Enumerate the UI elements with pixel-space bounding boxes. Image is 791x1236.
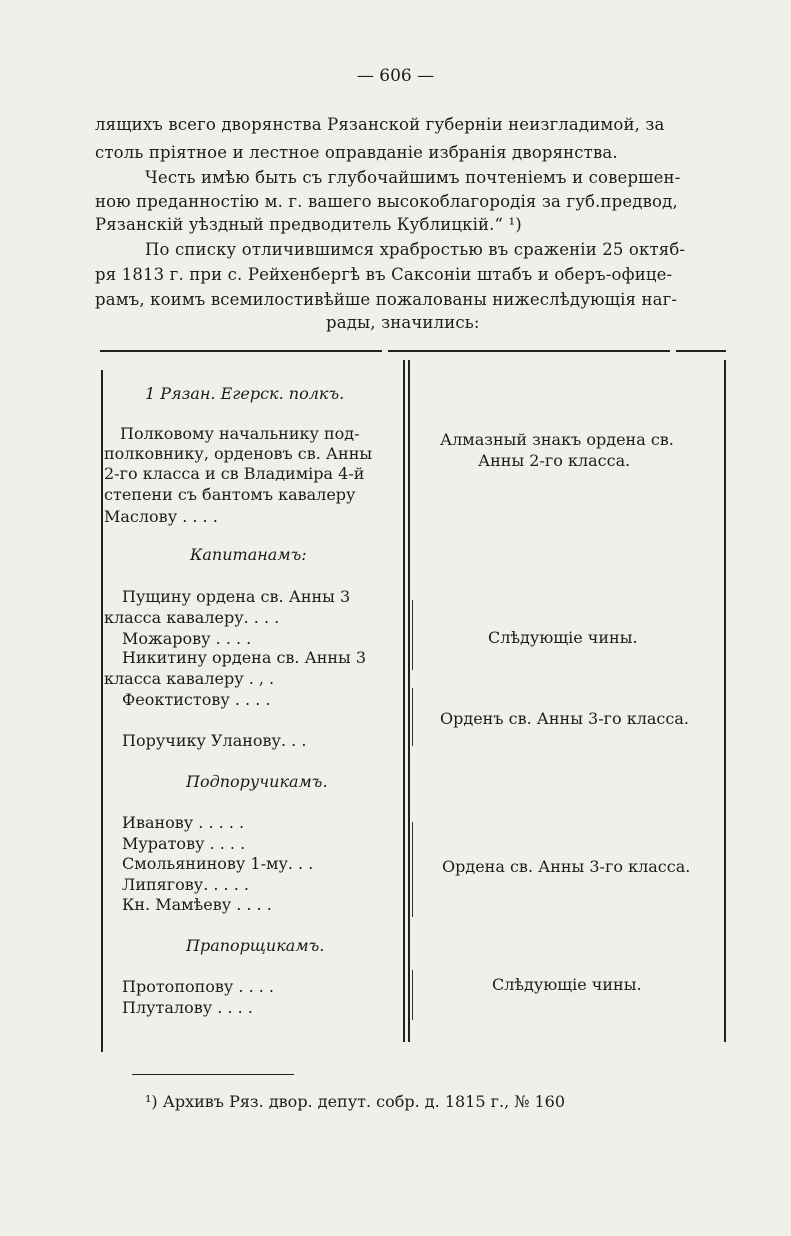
lieutenants-heading: Подпоручикамъ. — [186, 772, 328, 791]
lieutenant-line-2: Муратову . . . . — [122, 834, 246, 853]
captains-heading: Капитанамъ: — [190, 545, 307, 564]
table-top-rule-left — [100, 350, 382, 352]
lieutenants-award: Ордена св. Анны 3-го класса. — [442, 857, 691, 876]
commander-award-line-2: Анны 2-го класса. — [478, 451, 631, 470]
table-top-rule-mid — [388, 350, 670, 352]
commander-award-line-1: Алмазный знакъ ордена св. — [440, 430, 674, 449]
page-number: — 606 — — [356, 66, 435, 86]
brace-lieutenants — [412, 822, 419, 917]
captain-line-5: класса кавалеру . , . — [104, 669, 275, 688]
captain-line-2: класса кавалеру. . . . — [104, 608, 280, 627]
table-top-rule-right — [676, 350, 726, 352]
ensign-line-2: Плуталову . . . . — [122, 998, 253, 1017]
captain-line-3: Можарову . . . . — [122, 629, 252, 648]
text-line-6: По списку отличившимся храбростью въ сраженіи 25 октяб- — [145, 240, 686, 259]
footnote: ¹) Архивъ Ряз. двор. депут. собр. д. 1815 г., № 160 — [145, 1092, 566, 1111]
ensigns-award: Слѣдующіе чины. — [492, 975, 642, 994]
table-right-border — [724, 360, 726, 1042]
brace-captains-1 — [412, 600, 419, 670]
brace-captains-2 — [412, 688, 419, 746]
text-line-4: ною преданностію м. г. вашего высокоблагородія за губ.предвод, — [95, 192, 678, 211]
text-line-7: ря 1813 г. при с. Рейхенбергѣ въ Саксоніи штабъ и оберъ-офице- — [95, 265, 673, 284]
text-line-9: рады, значились: — [326, 313, 480, 332]
footnote-rule — [132, 1074, 294, 1075]
captains-award-1: Слѣдующіе чины. — [488, 628, 638, 647]
brace-ensigns — [412, 970, 419, 1020]
commander-line-2: полковнику, орденовъ св. Анны — [104, 444, 373, 463]
text-line-3: Честь имѣю быть съ глубочайшимъ почтеніемъ и совершен- — [145, 168, 681, 187]
captain-line-4: Никитину ордена св. Анны 3 — [122, 648, 367, 667]
table-divider-b — [408, 360, 410, 1042]
lieutenant-line-5: Кн. Мамѣеву . . . . — [122, 895, 272, 914]
captain-line-1: Пущину ордена св. Анны 3 — [122, 587, 351, 606]
captain-line-7: Поручику Уланову. . . — [122, 731, 307, 750]
table-left-border — [101, 370, 103, 1052]
lieutenant-line-3: Смольянинову 1-му. . . — [122, 854, 314, 873]
text-line-5: Рязанскій уѣздный предводитель Кублицкій.“ ¹) — [95, 215, 522, 234]
text-line-8: рамъ, коимъ всемилостивѣйше пожалованы нижеслѣдующія наг- — [95, 290, 678, 309]
regiment-heading: 1 Рязан. Егерск. полкъ. — [145, 384, 345, 403]
table-divider-a — [403, 360, 405, 1042]
commander-line-1: Полковому начальнику под- — [120, 424, 360, 443]
text-line-2: столь пріятное и лестное оправданіе избранія дворянства. — [95, 143, 618, 162]
commander-line-5: Маслову . . . . — [104, 507, 218, 526]
commander-line-3: 2-го класса и св Владиміра 4-й — [104, 464, 365, 483]
ensign-line-1: Протопопову . . . . — [122, 977, 275, 996]
lieutenant-line-4: Липягову. . . . . — [122, 875, 249, 894]
captains-award-2: Орденъ св. Анны 3-го класса. — [440, 709, 689, 728]
text-line-1: лящихъ всего дворянства Рязанской губерніи неизгладимой, за — [95, 115, 665, 134]
lieutenant-line-1: Иванову . . . . . — [122, 813, 245, 832]
captain-line-6: Феоктистову . . . . — [122, 690, 271, 709]
ensigns-heading: Прапорщикамъ. — [186, 936, 325, 955]
commander-line-4: степени съ бантомъ кавалеру — [104, 485, 356, 504]
